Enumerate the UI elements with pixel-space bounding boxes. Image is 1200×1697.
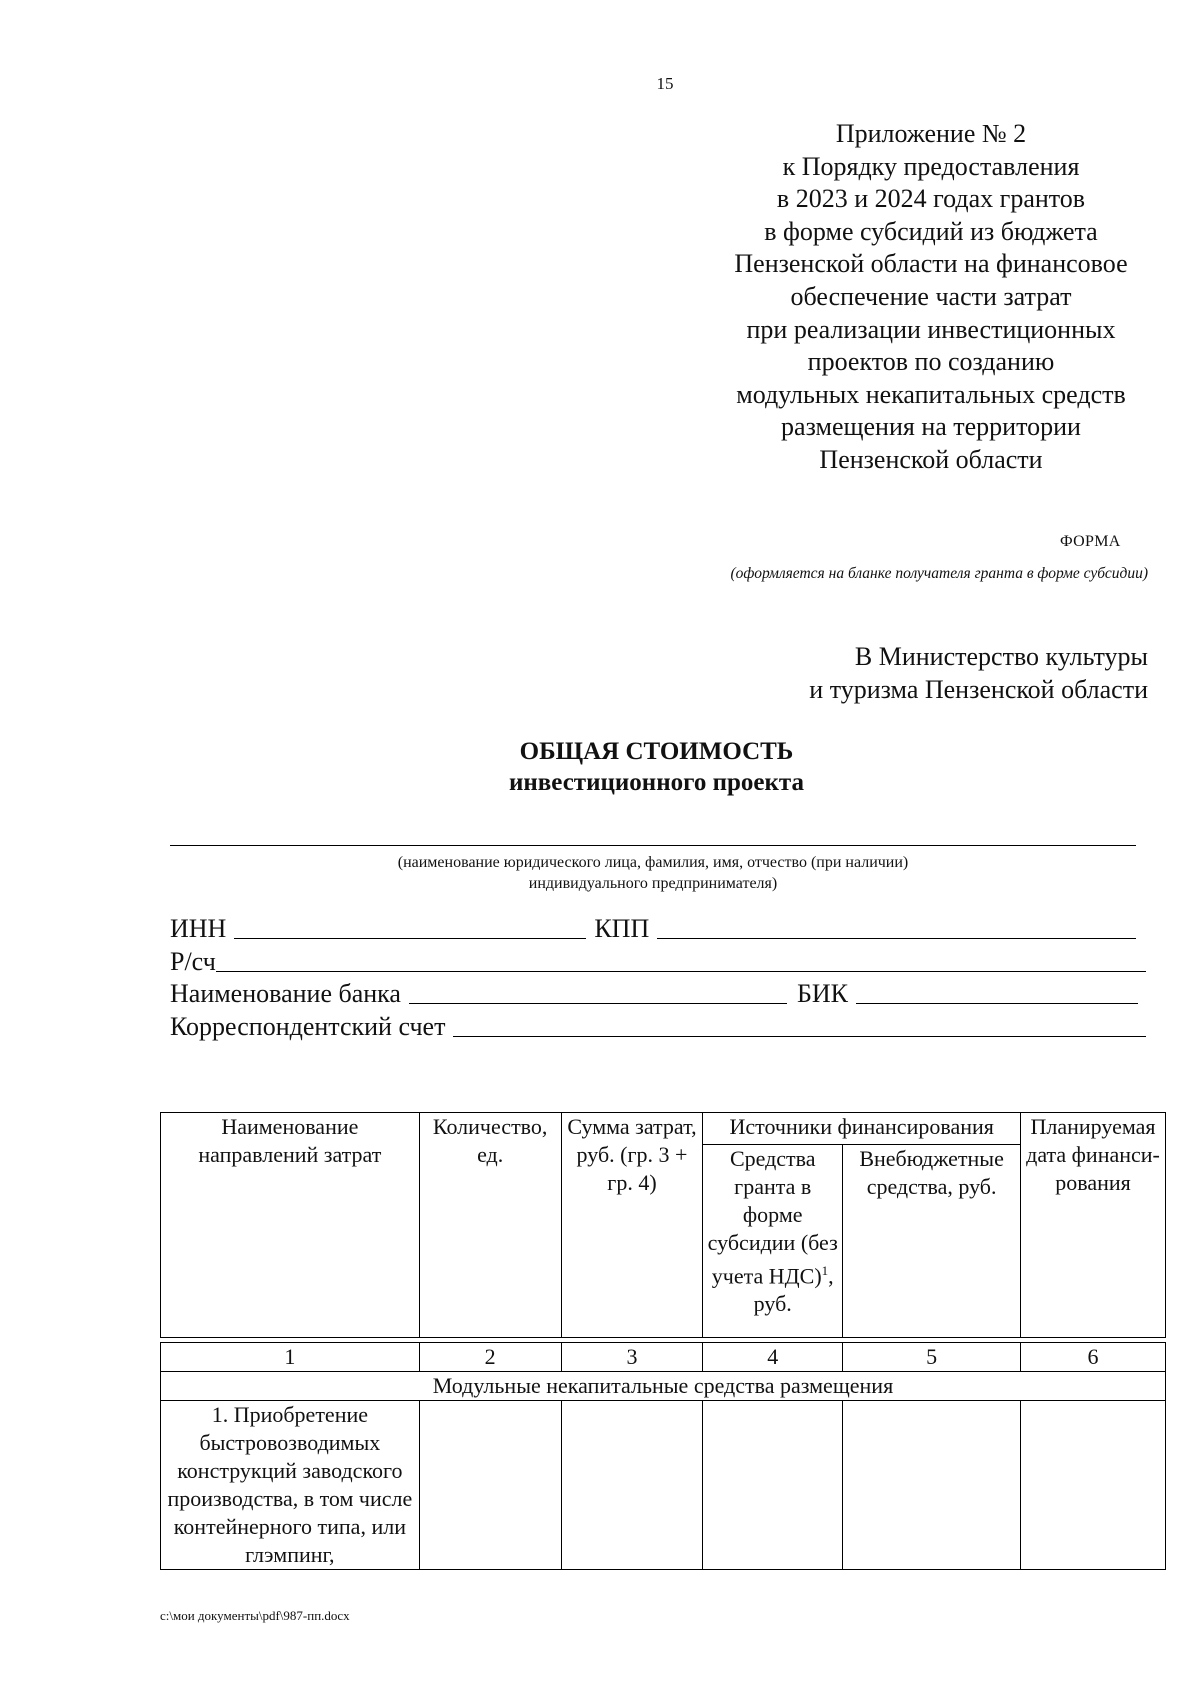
column-number: 6 [1021, 1343, 1166, 1372]
extrabudgetary-cell[interactable] [843, 1401, 1021, 1570]
kpp-field[interactable] [657, 916, 1136, 939]
inn-label: ИНН [170, 914, 227, 943]
footnote-marker: 1 [821, 1263, 829, 1279]
header-funding-sources: Источники финансирования [703, 1113, 1021, 1145]
header-planned-date: Планируемая дата финанси-рования [1021, 1113, 1166, 1338]
grant-header-unit: , руб. [753, 1263, 834, 1317]
column-number: 4 [703, 1343, 843, 1372]
header-extrabudgetary: Внебюджетные средства, руб. [843, 1145, 1021, 1338]
kpp-label: КПП [594, 914, 650, 943]
grant-header-text: Средства гранта в форме субсидии (без учета НДС) [707, 1146, 838, 1289]
account-row [170, 947, 1146, 977]
footer-file-path: c:\мои документы\pdf\987-пп.docx [160, 1608, 350, 1623]
appendix-line: размещения на территории [781, 412, 1081, 442]
corr-account-row [170, 1012, 1146, 1042]
quantity-cell[interactable] [419, 1401, 561, 1570]
caption-line: индивидуального предпринимателя) [528, 875, 778, 892]
header-cost-direction: Наименование направлений затрат [161, 1113, 420, 1338]
column-number: 5 [843, 1343, 1021, 1372]
header-total-sum: Сумма затрат, руб. (гр. 3 + гр. 4) [561, 1113, 703, 1338]
bik-field[interactable] [856, 981, 1138, 1004]
appendix-line: в 2023 и 2024 годах грантов [776, 184, 1086, 214]
column-number: 1 [161, 1343, 420, 1372]
cost-table [160, 1112, 1166, 1570]
form-label: ФОРМА [1060, 533, 1121, 550]
column-number: 3 [561, 1343, 703, 1372]
appendix-line: модульных некапитальных средств [736, 379, 1126, 409]
inn-kpp-row [170, 914, 1146, 944]
document-subtitle: инвестиционного проекта [509, 769, 804, 796]
header-quantity: Количество, ед. [419, 1113, 561, 1338]
appendix-line: проектов по созданию [807, 347, 1055, 377]
corr-account-field[interactable] [453, 1014, 1146, 1037]
bik-label: БИК [796, 979, 849, 1008]
total-sum-cell[interactable] [561, 1401, 703, 1570]
appendix-line: обеспечение части затрат [790, 281, 1072, 311]
header-grant-funds [703, 1145, 843, 1338]
caption-line: (наименование юридического лица, фамилия, имя, отчество (при наличии) [397, 854, 909, 871]
appendix-line: при реализации инвестиционных [746, 314, 1116, 344]
appendix-line: Приложение № 2 [835, 119, 1027, 148]
applicant-name-caption [170, 852, 1136, 894]
bank-label: Наименование банка [170, 979, 401, 1008]
recipient-line: и туризма Пензенской области [809, 675, 1148, 704]
form-note: (оформляется на бланке получателя гранта в форме субсидии) [730, 565, 1148, 582]
section-title: Модульные некапитальные средства размещения [161, 1372, 1166, 1401]
document-title: ОБЩАЯ СТОИМОСТЬ [519, 738, 794, 765]
account-label: Р/сч [170, 947, 216, 976]
table-row [161, 1401, 1166, 1570]
recipient-block [809, 640, 1148, 706]
appendix-line: Пензенской области на финансовое [734, 249, 1128, 279]
recipient-line: В Министерство культуры [854, 642, 1148, 671]
grant-funds-cell[interactable] [703, 1401, 843, 1570]
corr-account-label: Корреспондентский счет [170, 1012, 446, 1041]
page-number: 15 [656, 74, 674, 93]
column-number: 2 [419, 1343, 561, 1372]
planned-date-cell[interactable] [1021, 1401, 1166, 1570]
account-field[interactable] [216, 949, 1146, 972]
cost-direction-cell: 1. Приобретение быстровозводимых конструкций заводского производства, в том числе контейнерного типа, или глэмпинг, [161, 1401, 420, 1570]
bank-field[interactable] [409, 981, 787, 1004]
appendix-line: в форме субсидий из бюджета [764, 216, 1098, 246]
applicant-name-line[interactable] [170, 845, 1136, 846]
appendix-line: Пензенской области [819, 444, 1043, 474]
appendix-line: к Порядку предоставления [782, 151, 1080, 181]
document-title-block [0, 736, 1200, 798]
bank-bik-row [170, 979, 1146, 1009]
inn-field[interactable] [234, 916, 586, 939]
appendix-header [700, 118, 1162, 477]
